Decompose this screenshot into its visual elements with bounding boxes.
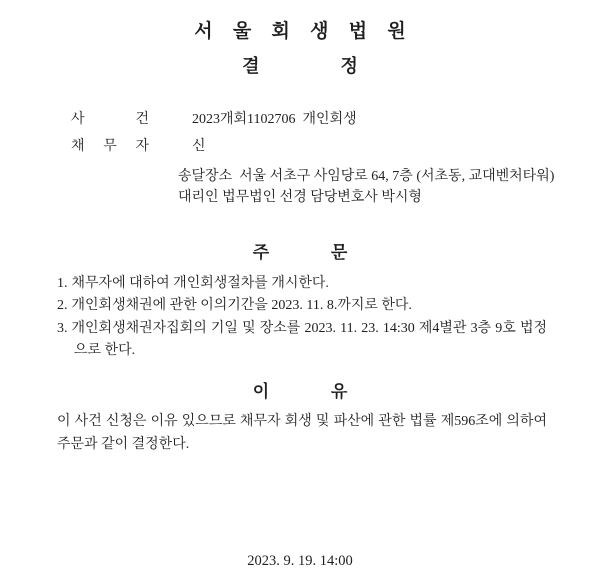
representative-line: 대리인 법무법인 선경 담당변호사 박시형 — [178, 190, 422, 205]
order-item-1-number: 1. — [57, 276, 68, 291]
order-list — [57, 273, 547, 362]
order-item-2-text: 개인회생채권에 관한 이의기간을 2023. 11. 8.까지로 한다. — [71, 298, 412, 314]
service-address-line: 송달장소 서울 서초구 사임당로 64, 7층 (서초동, 교대벤처타워) — [178, 169, 555, 184]
reason-section-heading: 이 유 — [252, 382, 348, 401]
order-item-3 — [57, 318, 547, 363]
reason-paragraph: 이 사건 신청은 이유 있으므로 채무자 회생 및 파산에 관한 법률 제596조에 의하여 주문과 같이 결정한다. — [57, 414, 547, 452]
debtor-row — [57, 119, 206, 171]
order-item-3-number: 3. — [57, 320, 68, 336]
order-item-1-text: 채무자에 대하여 개인회생절차를 개시한다. — [71, 276, 329, 291]
court-name-title: 서 울 회 생 법 원 — [194, 21, 406, 42]
order-item-2-number: 2. — [57, 298, 68, 314]
document-type-heading: 결 정 — [242, 56, 358, 76]
party-details-block — [178, 166, 554, 208]
order-item-2 — [57, 295, 547, 317]
case-label: 사 건 — [71, 112, 149, 127]
debtor-name-value: 신 — [192, 139, 206, 154]
order-item-3-text: 개인회생채권자집회의 기일 및 장소를 2023. 11. 23. 14:30 제4별관 3층 9호 법정으로 한다. — [71, 320, 547, 358]
order-section-heading: 주 문 — [252, 243, 348, 262]
case-number-value: 2023개회1102706 개인회생 — [192, 112, 357, 127]
order-item-1 — [57, 273, 547, 295]
decision-datetime: 2023. 9. 19. 14:00 — [247, 553, 353, 569]
debtor-label: 채 무 자 — [71, 139, 149, 154]
